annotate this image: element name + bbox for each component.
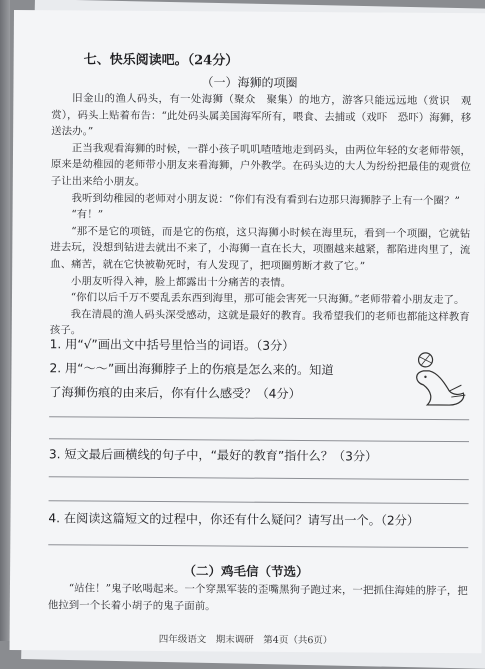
table-shadow: [0, 0, 10, 641]
question-2-cont: 了海狮伤痕的由来后，你有什么感受？（4分）: [49, 385, 301, 402]
question-2: 2. 用“～～”画出海狮脖子上的伤痕是怎么来的。知道: [49, 361, 334, 378]
paragraph: “有！”: [71, 208, 104, 221]
paragraph: “站住！”鬼子吆喝起来。一个穿黑军装的歪嘴黑狗子跑过来，一把抓住海娃的脖子，把他拉到一个长着小胡子的鬼子面前。: [47, 582, 468, 613]
paragraph: 旧金山的渔人码头，有一处海狮（聚众 聚集）的地方，游客只能远远地（赏识 观赏），码头上贴着布告：“此处码头属美国海军所有，喂食、去捕或（戏吓 恐吓）海狮，移送法办。”: [51, 92, 472, 138]
paragraph: 正当我观看海狮的时候，一群小孩子叽叽喳喳地走到码头，由两位年轻的女老师带领，原来是幼稚园的老师带小朋友来看海狮，户外教学。在码头边的大人为纷纷把最佳的观赏位子让出来给小朋友。: [50, 142, 472, 188]
section-title: 七、快乐阅读吧。（24分）: [83, 52, 239, 69]
answer-line: [49, 438, 469, 442]
paragraph: “你们以后千万不要乱丢东西到海里，那可能会害死一只海狮。”老师带着小朋友走了。: [70, 291, 465, 307]
question-1: 1. 用“√”画出文中括号里恰当的词语。（3分）: [49, 337, 295, 353]
answer-line: [48, 544, 468, 548]
paragraph: “那不是它的项链，而是它的伤痕，这只海狮小时候在海里玩，看到一个项圈，它就钻进去玩，没想到钻进去就出不来了，小海狮一直在长大，项圈越来越紧，都陷进肉里了，流血、痛苦，就在它快被勒死时，有人发现了，把项圈剪断才救了它。”: [50, 225, 471, 273]
question-4: 4. 在阅读这篇短文的过程中，你还有什么疑问？请写出一个。（2分）: [48, 511, 420, 528]
paragraph: 小朋友听得入神，脸上都露出十分痛苦的表情。: [70, 274, 292, 289]
answer-line: [49, 416, 469, 420]
page-footer: 四年级语文 期末调研 第4页（共6页）: [158, 634, 333, 647]
passage2-title: （二）鸡毛信（节选）: [183, 563, 309, 580]
seal-with-ball-icon: [403, 351, 471, 409]
paragraph: 我在清晨的渔人码头深受感动，这就是最好的教育。我希望我们的老师也都能这样教育孩子。: [49, 308, 470, 337]
exam-page: [10, 10, 485, 653]
paragraph: 我听到幼稚园的老师对小朋友说：“你们有没有看到右边那只海狮脖子上有一个圈？”: [71, 191, 461, 207]
answer-line: [49, 476, 469, 480]
question-3: 3. 短文最后画横线的句子中，“最好的教育”指什么？（3分）: [48, 447, 378, 464]
answer-line: [49, 500, 469, 504]
passage-body: [50, 90, 472, 342]
passage-title: （一）海狮的项圈: [201, 75, 298, 90]
passage2-body: [48, 580, 468, 616]
